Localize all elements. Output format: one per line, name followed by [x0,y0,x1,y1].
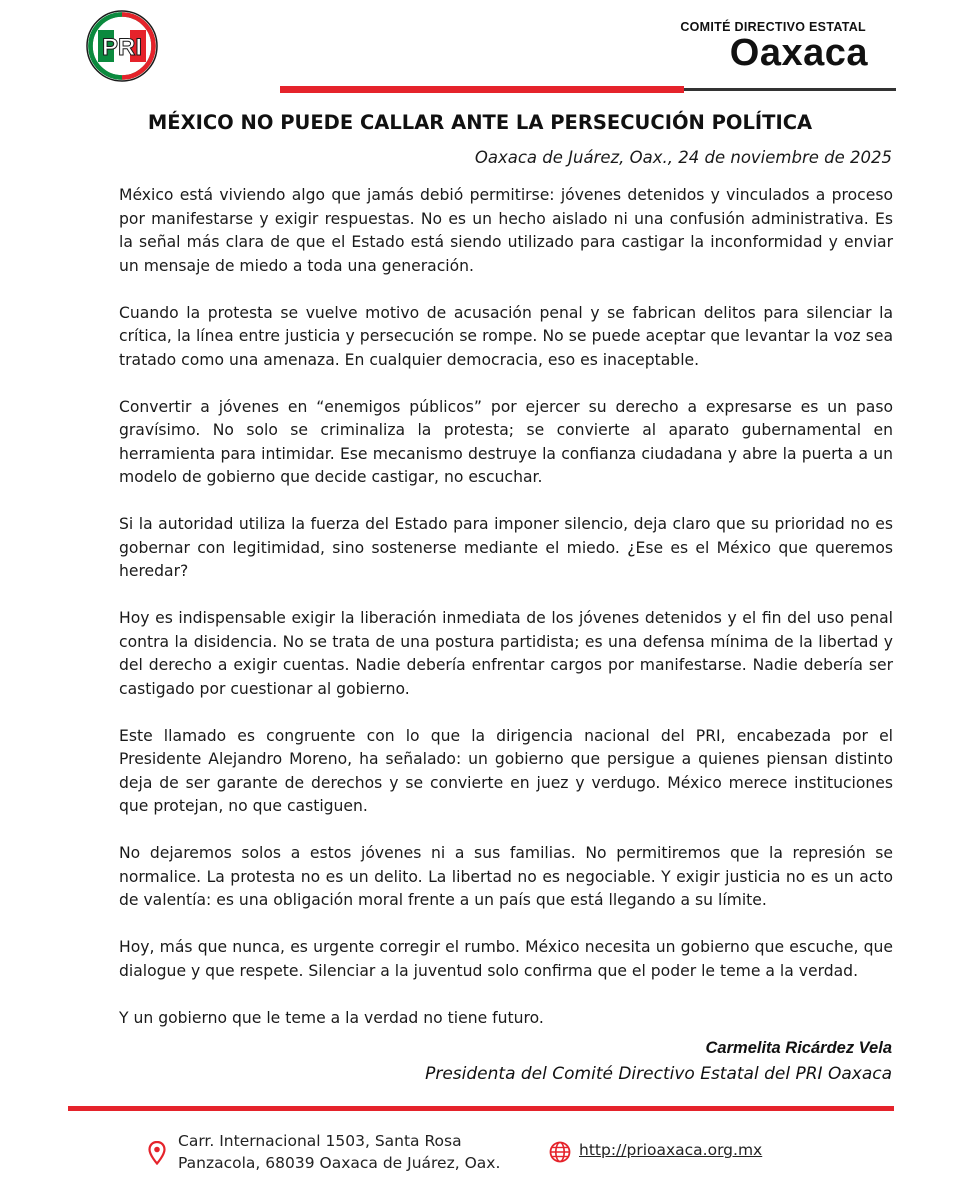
paragraph: Este llamado es congruente con lo que la dirigencia nacional del PRI, encabezada por el Presidente Alejandro Moreno, ha señalado: un gobierno que persigue a quienes piensan distinto deja de ser garante de derechos y se convierte en juez y verdugo. México merece instituciones que protejan, no que castiguen. [119,726,893,815]
header-red-bar [280,86,684,93]
logo-text: PRI [101,34,143,61]
pri-logo [86,10,158,82]
signer-name: Carmelita Ricárdez Vela [705,1039,892,1057]
address-line-1: Carr. Internacional 1503, Santa Rosa [178,1132,462,1150]
committee-label: COMITÉ DIRECTIVO ESTATAL [680,20,866,34]
globe-icon [549,1141,571,1163]
header-dark-bar [684,88,896,91]
paragraph: Hoy, más que nunca, es urgente corregir el rumbo. México necesita un gobierno que escuche, que dialogue y que respete. Silenciar a la juventud solo confirma que el poder le teme a la verdad. [119,938,893,980]
paragraph: Si la autoridad utiliza la fuerza del Estado para imponer silencio, deja claro que su prioridad no es gobernar con legitimidad, sino sostenerse mediante el miedo. ¿Ese es el México que queremos heredar? [119,515,893,580]
document-body [119,184,893,1054]
paragraph: Y un gobierno que le teme a la verdad no tiene futuro. [119,1008,544,1027]
footer-address [178,1130,500,1174]
footer-red-bar [68,1106,894,1111]
website-link[interactable]: http://prioaxaca.org.mx [579,1141,763,1159]
location-pin-icon [148,1141,166,1165]
dateline: Oaxaca de Juárez, Oax., 24 de noviembre de 2025 [474,148,892,167]
address-line-2: Panzacola, 68039 Oaxaca de Juárez, Oax. [178,1154,501,1172]
paragraph: México está viviendo algo que jamás debió permitirse: jóvenes detenidos y vinculados a proceso por manifestarse y exigir respuestas. No es un hecho aislado ni una confusión administrativa. Es la señal más clara de que el Estado está siendo utilizado para castigar la inconformidad y enviar un mensaje de miedo a toda una generación. [119,186,893,275]
document-title: MÉXICO NO PUEDE CALLAR ANTE LA PERSECUCIÓN POLÍTICA [147,111,813,134]
paragraph: Hoy es indispensable exigir la liberación inmediata de los jóvenes detenidos y el fin del uso penal contra la disidencia. No se trata de una postura partidista; es una defensa mínima de la libertad y del derecho a exigir cuentas. Nadie debería enfrentar cargos por manifestarse. Nadie debería ser castigado por cuestionar al gobierno. [119,609,893,698]
signer-role: Presidenta del Comité Directivo Estatal del PRI Oaxaca [425,1064,892,1084]
committee-heading [680,20,868,72]
paragraph: Cuando la protesta se vuelve motivo de acusación penal y se fabrican delitos para silenciar la crítica, la línea entre justicia y persecución se rompe. No se puede aceptar que levantar la voz sea tratado como una amenaza. En cualquier democracia, eso es inaceptable. [119,303,893,369]
paragraph: Convertir a jóvenes en “enemigos públicos” por ejercer su derecho a expresarse es un paso gravísimo. No solo se criminaliza la protesta; se convierte al aparato gubernamental en herramienta para intimidar. Ese mecanismo destruye la confianza ciudadana y abre la puerta a un modelo de gobierno que decide castigar, no escuchar. [119,397,893,486]
state-name: Oaxaca [729,32,868,74]
paragraph: No dejaremos solos a estos jóvenes ni a sus familias. No permitiremos que la represión se normalice. La protesta no es un delito. La libertad no es negociable. Y exigir justicia no es un acto de valentía: es una obligación moral frente a un país que está llegando a su límite. [119,844,893,909]
